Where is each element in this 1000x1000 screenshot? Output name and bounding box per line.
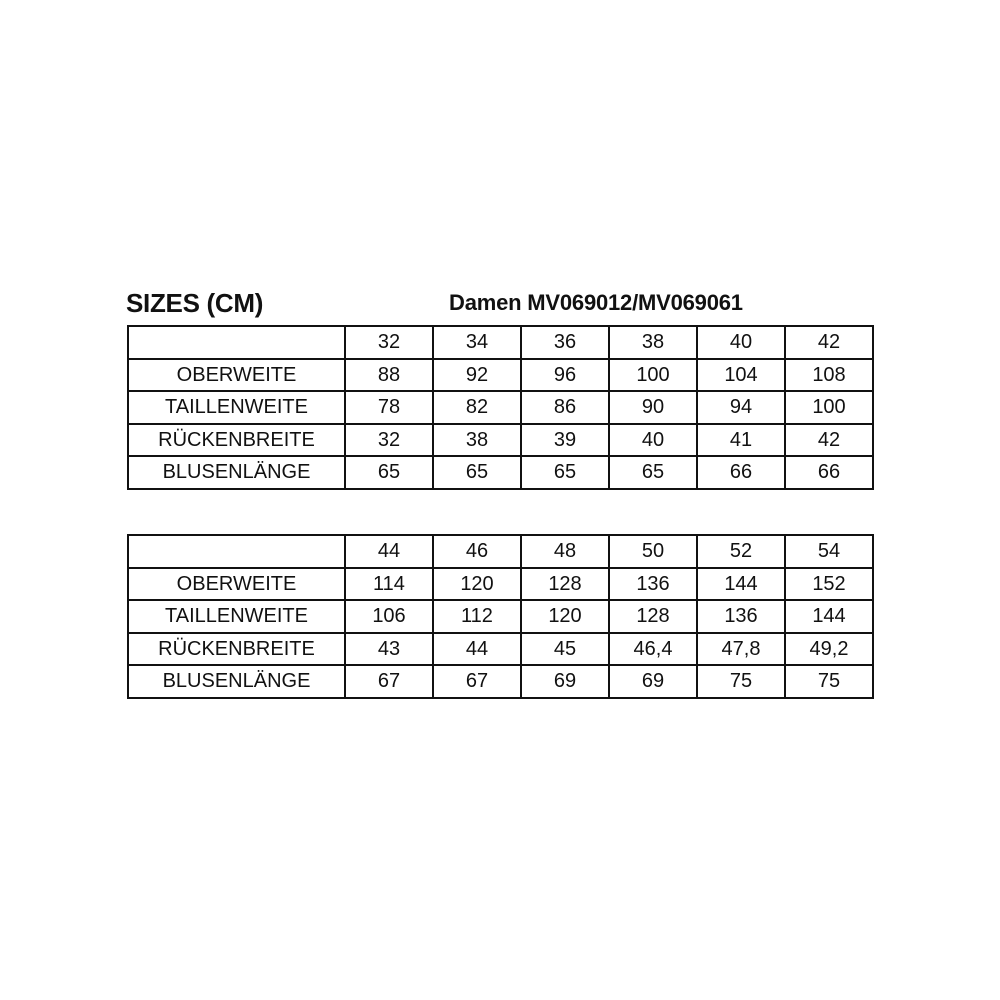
size-header-cell: 34 [433,326,521,359]
row-label: BLUSENLÄNGE [128,456,345,489]
size-header-cell: 36 [521,326,609,359]
table-cell: 47,8 [697,633,785,666]
row-label: OBERWEITE [128,568,345,601]
table-cell: 78 [345,391,433,424]
table-cell: 67 [345,665,433,698]
size-header-cell: 48 [521,535,609,568]
table-cell: 65 [433,456,521,489]
corner-cell [128,326,345,359]
row-label: RÜCKENBREITE [128,633,345,666]
table-cell: 65 [609,456,697,489]
table-cell: 49,2 [785,633,873,666]
table-cell: 42 [785,424,873,457]
row-label: BLUSENLÄNGE [128,665,345,698]
table-cell: 65 [521,456,609,489]
table-cell: 128 [609,600,697,633]
row-label: TAILLENWEITE [128,600,345,633]
size-header-row [128,535,873,568]
table-cell: 144 [785,600,873,633]
size-header-cell: 50 [609,535,697,568]
corner-cell [128,535,345,568]
table-cell: 32 [345,424,433,457]
table-row [128,391,873,424]
table-cell: 66 [697,456,785,489]
table-row [128,665,873,698]
row-label: TAILLENWEITE [128,391,345,424]
table-cell: 46,4 [609,633,697,666]
table-row [128,424,873,457]
table-cell: 45 [521,633,609,666]
size-header-cell: 40 [697,326,785,359]
table-cell: 75 [785,665,873,698]
table-cell: 100 [785,391,873,424]
row-label: OBERWEITE [128,359,345,392]
table-cell: 67 [433,665,521,698]
table-cell: 38 [433,424,521,457]
size-table-2 [127,534,874,699]
size-header-cell: 38 [609,326,697,359]
table-cell: 82 [433,391,521,424]
table-cell: 104 [697,359,785,392]
table-cell: 40 [609,424,697,457]
table-cell: 100 [609,359,697,392]
size-header-cell: 44 [345,535,433,568]
table-cell: 112 [433,600,521,633]
table-row [128,568,873,601]
table-cell: 43 [345,633,433,666]
table-cell: 108 [785,359,873,392]
table-row [128,600,873,633]
table-cell: 92 [433,359,521,392]
table-cell: 88 [345,359,433,392]
size-table-1 [127,325,874,490]
table-cell: 144 [697,568,785,601]
table-cell: 106 [345,600,433,633]
table-cell: 66 [785,456,873,489]
table-cell: 44 [433,633,521,666]
size-header-cell: 52 [697,535,785,568]
table-cell: 75 [697,665,785,698]
page-title: SIZES (CM) [126,288,264,318]
row-label: RÜCKENBREITE [128,424,345,457]
table-cell: 120 [433,568,521,601]
table-cell: 96 [521,359,609,392]
table-cell: 136 [697,600,785,633]
table-cell: 65 [345,456,433,489]
table-cell: 136 [609,568,697,601]
table-cell: 94 [697,391,785,424]
size-header-cell: 46 [433,535,521,568]
size-header-row [128,326,873,359]
table-cell: 69 [521,665,609,698]
size-header-cell: 32 [345,326,433,359]
table-cell: 152 [785,568,873,601]
table-cell: 120 [521,600,609,633]
size-header-cell: 42 [785,326,873,359]
size-header-cell: 54 [785,535,873,568]
table-row [128,633,873,666]
table-cell: 114 [345,568,433,601]
table-cell: 41 [697,424,785,457]
table-cell: 39 [521,424,609,457]
table-row [128,359,873,392]
table-cell: 86 [521,391,609,424]
table-row [128,456,873,489]
table-cell: 128 [521,568,609,601]
table-cell: 69 [609,665,697,698]
model-number: Damen MV069012/MV069061 [449,290,743,315]
table-cell: 90 [609,391,697,424]
